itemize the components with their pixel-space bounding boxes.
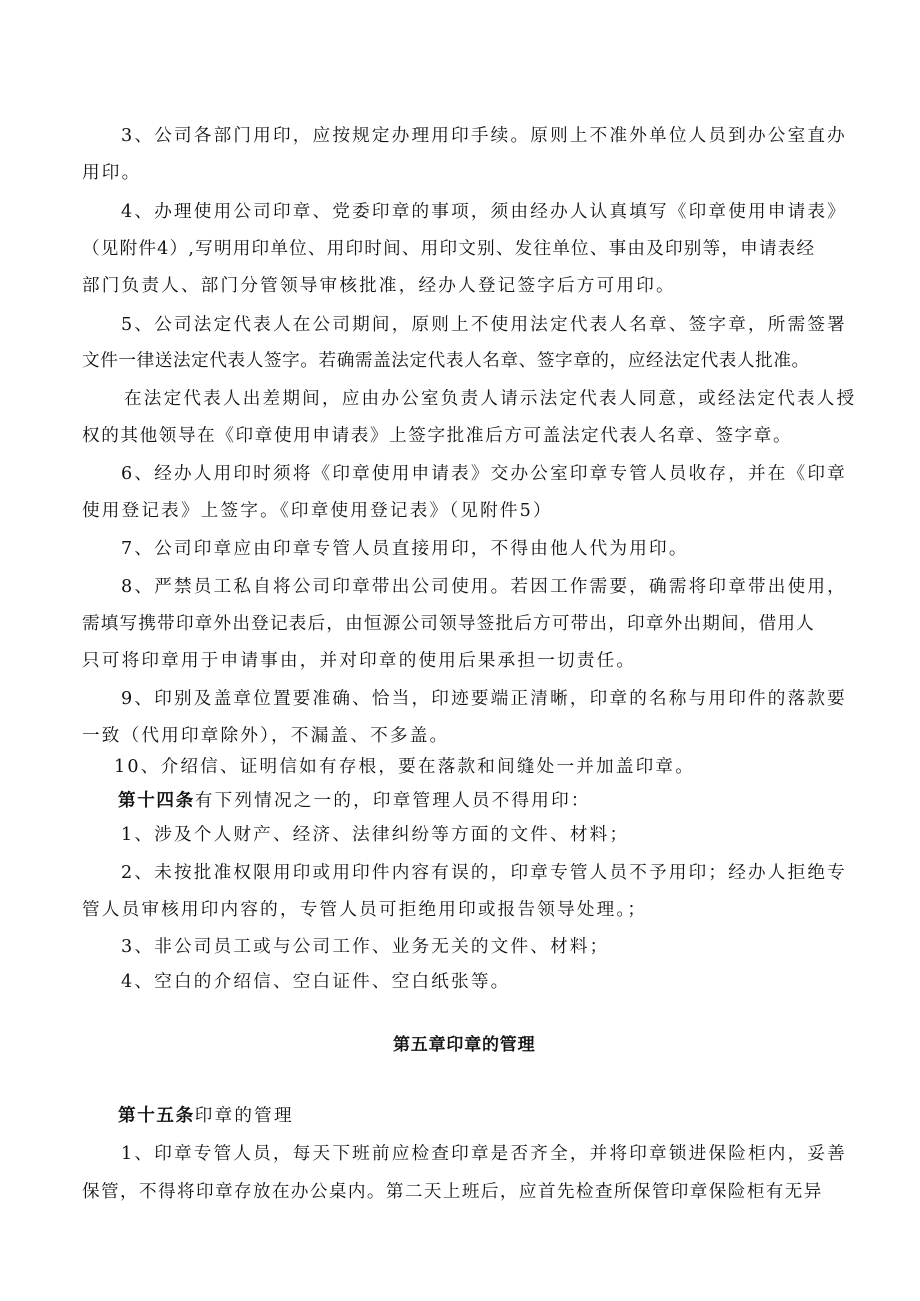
list-item: 2、未按批准权限用印或用印件内容有误的，印章专管人员不予用印；经办人拒绝专 (121, 863, 847, 883)
paragraph-line: 保管，不得将印章存放在办公桌内。第二天上班后，应首先检查所保管印章保险柜有无异 (82, 1182, 823, 1202)
paragraph-line: 6、经办人用印时须将《印章使用申请表》交办公室印章专管人员收存，并在《印章 (121, 464, 847, 484)
paragraph-line: 在法定代表人出差期间，应由办公室负责人请示法定代表人同意，或经法定代表人授 (124, 389, 857, 409)
paragraph-line: 5、公司法定代表人在公司期间，原则上不使用法定代表人名章、签字章，所需签署 (121, 315, 847, 335)
paragraph-line: 4、办理使用公司印章、党委印章的事项，须由经办人认真填写《印章使用申请表》 (121, 202, 847, 222)
paragraph-line: 只可将印章用于申请事由，并对印章的使用后果承担一切责任。 (82, 651, 637, 671)
paragraph-line: （见附件4）,写明用印单位、用印时间、用印文别、发往单位、事由及印别等，申请表经 (82, 239, 816, 259)
article-14-text: 有下列情况之一的，印章管理人员不得用印： (194, 791, 591, 811)
paragraph-line: 使用登记表》上签字。《印章使用登记表》（见附件5） (82, 501, 553, 521)
paragraph-line: 8、严禁员工私自将公司印章带出公司使用。若因工作需要，确需将印章带出使用， (121, 577, 847, 597)
list-item: 管人员审核用印内容的，专管人员可拒绝用印或报告领导处理。； (82, 900, 648, 920)
paragraph-line: 1、印章专管人员，每天下班前应检查印章是否齐全，并将印章锁进保险柜内，妥善 (121, 1144, 847, 1164)
list-item: 1、涉及个人财产、经济、法律纠纷等方面的文件、材料； (121, 825, 630, 845)
article-15 (118, 1104, 294, 1128)
paragraph-line: 3、公司各部门用印，应按规定办理用印手续。原则上不准外单位人员到办公室直办 (121, 126, 847, 146)
paragraph-line: 部门负责人、部门分管领导审核批准，经办人登记签字后方可用印。 (82, 276, 676, 296)
paragraph-line: 文件一律送法定代表人签字。若确需盖法定代表人名章、签字章的，应经法定代表人批准。 (82, 351, 810, 371)
chapter-heading: 第五章印章的管理 (393, 1035, 536, 1055)
paragraph-line: 9、印别及盖章位置要准确、恰当，印迹要端正清晰，印章的名称与用印件的落款要 (121, 689, 847, 709)
article-15-number: 第十五条 (118, 1105, 195, 1126)
paragraph-line: 7、公司印章应由印章专管人员直接用印，不得由他人代为用印。 (121, 539, 689, 559)
list-item: 3、非公司员工或与公司工作、业务无关的文件、材料； (121, 937, 610, 957)
article-14-number: 第十四条 (118, 790, 195, 811)
article-15-text: 印章的管理 (194, 1106, 294, 1126)
article-14 (118, 789, 591, 813)
paragraph-line: 用印。 (82, 163, 142, 183)
list-item: 4、空白的介绍信、空白证件、空白纸张等。 (121, 972, 511, 992)
paragraph-line: 一致（代用印章除外），不漏盖、不多盖。 (82, 726, 450, 746)
paragraph-line: 权的其他领导在《印章使用申请表》上签字批准后方可盖法定代表人名章、签字章。 (82, 426, 793, 446)
paragraph-line: 需填写携带印章外出登记表后，由恒源公司领导签批后方可带出，印章外出期间，借用人 (82, 614, 815, 634)
paragraph-line: 10、介绍信、证明信如有存根，要在落款和间缝处一并加盖印章。 (114, 757, 696, 777)
